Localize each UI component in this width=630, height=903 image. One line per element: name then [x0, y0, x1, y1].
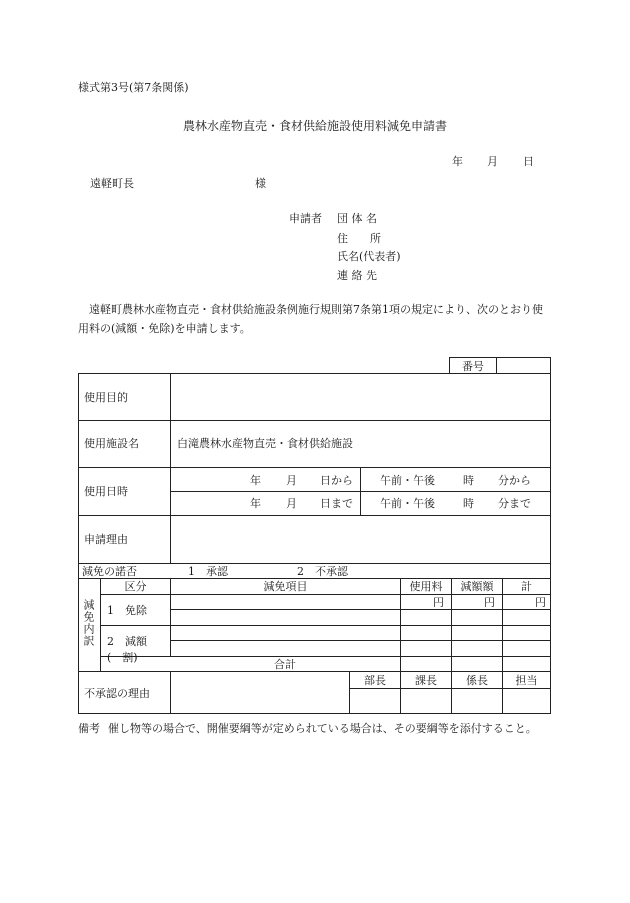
denial-reason-label: 不承認の理由 [84, 687, 150, 700]
reason-label: 申請理由 [84, 533, 128, 546]
fee-yen: 円 [433, 596, 444, 609]
remark [78, 719, 550, 738]
form-number: 様式第3号(第7条関係) [78, 81, 189, 94]
application-statement: 遠軽町農林水産物直売・食材供給施設条例施行規則第7条第1項の規定により、次のとおり使用料の(減額・免除)を申請します。 [78, 303, 543, 335]
purpose-label: 使用目的 [84, 391, 128, 404]
breakdown-label: 減免内訳 [82, 599, 95, 647]
applicant-address: 住 所 [337, 232, 381, 245]
facility-value: 白滝農林水産物直売・食材供給施設 [177, 437, 353, 450]
applicant-contact: 連 絡 先 [337, 269, 377, 282]
from-year: 年 [250, 474, 261, 487]
number-field[interactable] [497, 358, 550, 373]
total-header: 計 [521, 580, 532, 593]
reduction-option: 2 減額 [107, 635, 147, 648]
date-year: 年 [452, 155, 463, 168]
disapprove-option[interactable]: 2 不承認 [297, 565, 348, 578]
applicant-representative: 氏名(代表者) [337, 250, 401, 263]
date-day: 日 [523, 155, 534, 168]
remark-head: 備考 [78, 722, 100, 735]
datetime-label: 使用日時 [84, 485, 128, 498]
reduction-ratio: ( 割) [107, 651, 138, 664]
from-month: 月 [286, 474, 297, 487]
to-day: 日まで [320, 497, 353, 510]
stamp-section-head: 課長 [415, 674, 437, 687]
facility-label: 使用施設名 [84, 437, 139, 450]
to-month: 月 [286, 497, 297, 510]
stamp-division-head: 部長 [364, 674, 386, 687]
approval-label: 減免の諾否 [82, 565, 137, 578]
exemption-option: 1 免除 [107, 604, 147, 617]
reduction-header: 減額額 [460, 580, 494, 593]
to-ampm: 午前・午後 [380, 497, 435, 510]
to-year: 年 [250, 497, 261, 510]
purpose-field[interactable] [171, 374, 550, 420]
honorific: 様 [255, 177, 266, 190]
approve-option[interactable]: 1 承認 [188, 565, 228, 578]
item-header: 減免項目 [263, 580, 308, 593]
remark-text: 催し物等の場合で、開催要綱等が定められている場合は、その要綱等を添付すること。 [108, 722, 537, 735]
addressee: 遠軽町長 [90, 177, 134, 190]
number-label: 番号 [462, 360, 484, 373]
reduction-yen: 円 [484, 596, 495, 609]
from-day: 日から [320, 474, 353, 487]
to-minute: 分まで [498, 497, 531, 510]
applicant-label: 申請者 [289, 212, 322, 225]
sum-label: 合計 [274, 658, 296, 671]
from-minute: 分から [498, 474, 531, 487]
total-yen: 円 [535, 596, 546, 609]
stamp-chief: 係長 [466, 674, 488, 687]
denial-reason-field[interactable] [171, 672, 349, 713]
fee-header: 使用料 [409, 580, 443, 593]
document-title: 農林水産物直売・食材供給施設使用料減免申請書 [182, 119, 447, 133]
applicant-group-name: 団 体 名 [337, 212, 377, 225]
reason-field[interactable] [171, 516, 550, 563]
date-month: 月 [487, 155, 498, 168]
from-ampm: 午前・午後 [380, 474, 435, 487]
category-header: 区分 [124, 580, 147, 593]
stamp-staff: 担当 [515, 674, 538, 687]
to-hour: 時 [463, 497, 474, 510]
from-hour: 時 [463, 474, 474, 487]
